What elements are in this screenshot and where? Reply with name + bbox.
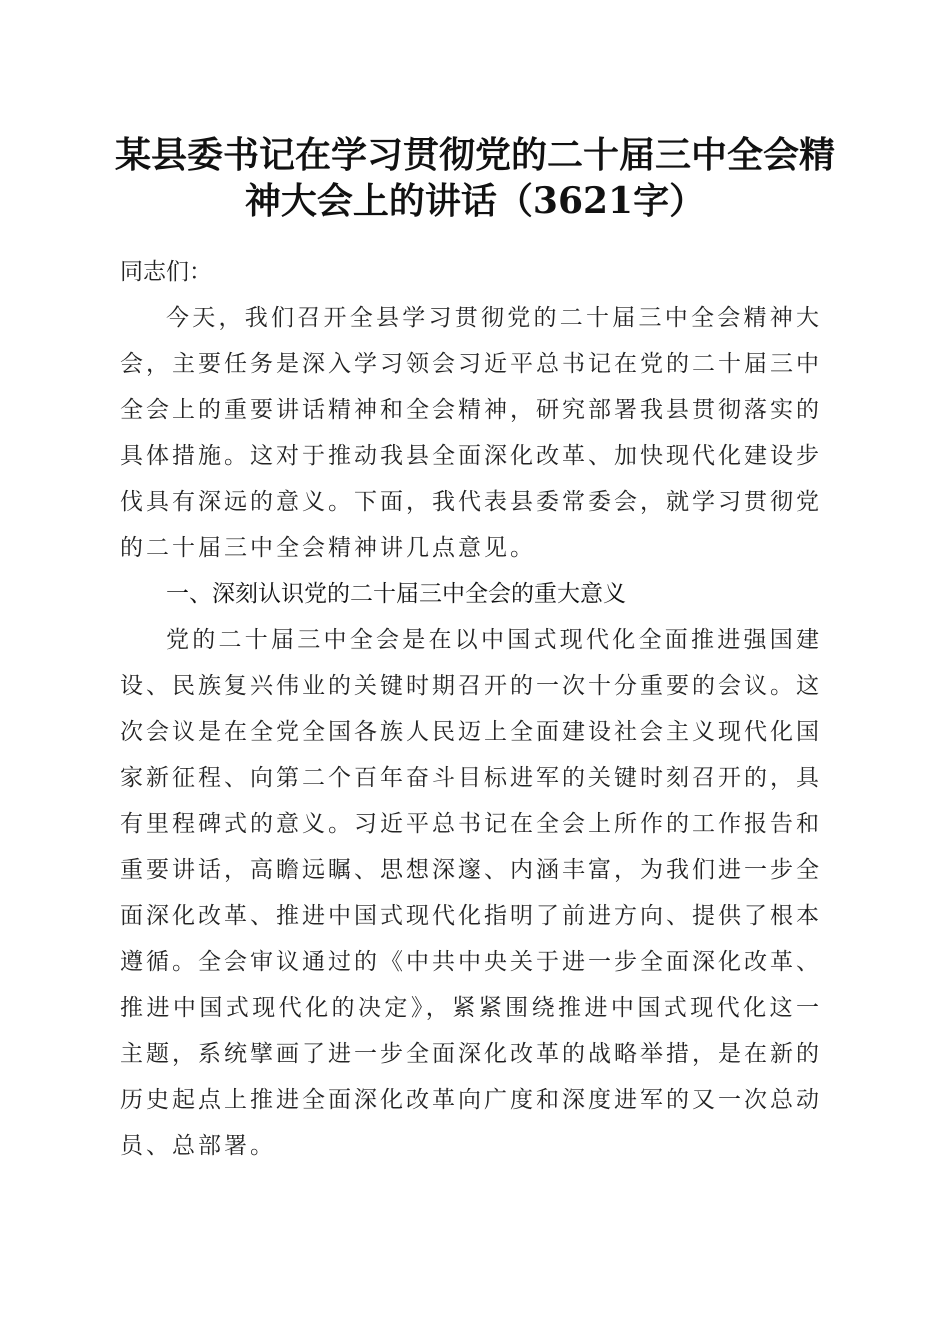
document-body	[120, 249, 822, 1169]
intro-paragraph: 今天，我们召开全县学习贯彻党的二十届三中全会精神大会，主要任务是深入学习领会习近平总书记在党的二十届三中全会上的重要讲话精神和全会精神，研究部署我县贯彻落实的具体措施。这对于推动我县全面深化改革、加快现代化建设步伐具有深远的意义。下面，我代表县委常委会，就学习贯彻党的二十届三中全会精神讲几点意见。	[120, 305, 822, 561]
salutation: 同志们：	[120, 259, 212, 285]
section-paragraph-1: 党的二十届三中全会是在以中国式现代化全面推进强国建设、民族复兴伟业的关键时期召开的一次十分重要的会议。这次会议是在全党全国各族人民迈上全面建设社会主义现代化国家新征程、向第二个百年奋斗目标进军的关键时刻召开的，具有里程碑式的意义。习近平总书记在全会上所作的工作报告和重要讲话，高瞻远瞩、思想深邃、内涵丰富，为我们进一步全面深化改革、推进中国式现代化指明了前进方向、提供了根本遵循。全会审议通过的《中共中央关于进一步全面深化改革、推进中国式现代化的决定》，紧紧围绕推进中国式现代化这一主题，系统擘画了进一步全面深化改革的战略举措，是在新的历史起点上推进全面深化改革向广度和深度进军的又一次总动员、总部署。	[120, 627, 822, 1159]
document-title: 某县委书记在学习贯彻党的二十届三中全会精神大会上的讲话（3621字）	[114, 134, 835, 222]
section-heading-1: 一、深刻认识党的二十届三中全会的重大意义	[166, 581, 626, 607]
